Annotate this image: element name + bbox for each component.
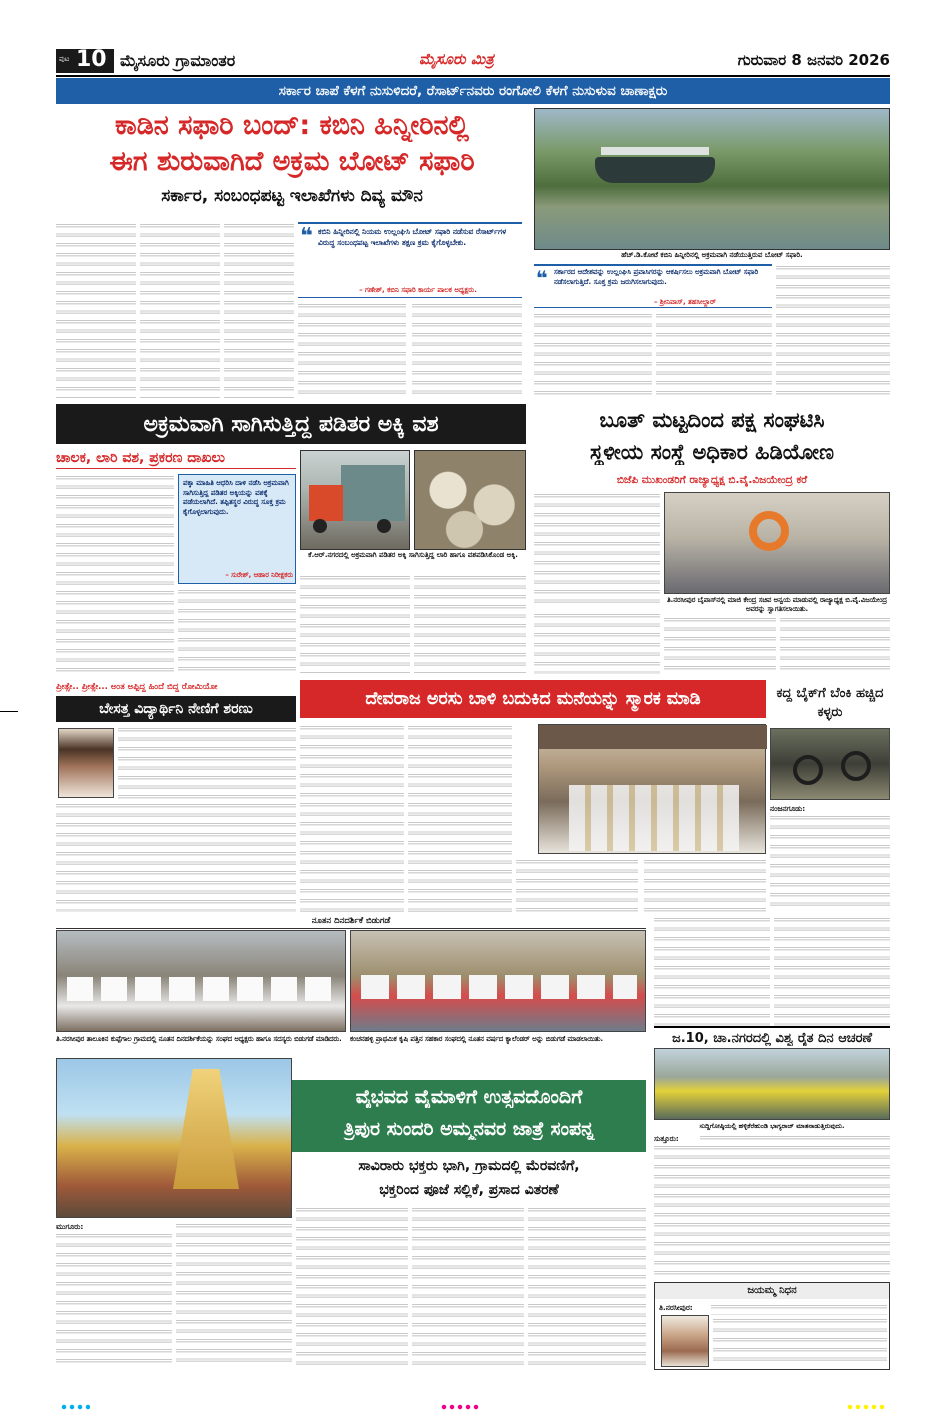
lead-photo-caption: ಹೆಚ್.ಡಿ.ಕೋಟೆ ಕಬಿನಿ ಹಿನ್ನೀರಿನಲ್ಲಿ ಅಕ್ರಮವಾಗಿ ನಡೆಯುತ್ತಿರುವ ಬೋಟ್ ಸಫಾರಿ. — [621, 251, 803, 259]
section-title: ಮೈಸೂರು ಗ್ರಾಮಾಂತರ — [120, 51, 236, 70]
bike-body — [770, 814, 890, 912]
urs-house-photo — [538, 724, 766, 854]
lead-quote-2-attribution: – ಶ್ರೀನಿವಾಸ್, ತಹಸೀಲ್ದಾರ್ — [654, 298, 716, 306]
rice-body-col-4 — [414, 574, 526, 674]
bike-dateline: ನಂಜನಗೂಡು: — [770, 804, 806, 813]
lead-body-col-1 — [56, 222, 136, 398]
bike-headline: ಕದ್ದ ಬೈಕ್‌ಗೆ ಬೆಂಕಿ ಹಚ್ಚಿದ ಕಳ್ಳರು — [776, 686, 884, 720]
bjp-photo-caption: ತಿ.ನರಸೀಪುರ ಬೈಪಾಸ್‌ನಲ್ಲಿ ಮಾಜಿ ಕೇಂದ್ರ ಸಚಿವ ಅನ್ವಯ ಮಾಡುವಲ್ಲಿ ರಾಜ್ಯಾಧ್ಯಕ್ಷ ಬಿ.ವೈ.ವಿಜಯೇಂದ್ರ ಅವರನ್ನು ಸ್ವಾಗತಿಸಲಾಯಿತು. — [667, 596, 887, 613]
bjp-body-col-2 — [534, 612, 660, 674]
rice-headline: ಅಕ್ರಮವಾಗಿ ಸಾಗಿಸುತ್ತಿದ್ದ ಪಡಿತರ ಅಕ್ಕಿ ವಶ — [143, 411, 439, 437]
lead-body-col-3 — [224, 222, 294, 398]
issue-date: ಗುರುವಾರ 8 ಜನವರಿ 2026 — [737, 51, 890, 69]
registration-marks-right — [846, 1404, 886, 1410]
lead-quote-1-attribution: – ಗಣೇಶ್, ಕಬಿನಿ ಸಫಾರಿ ಕಾರ್ಯ ಪಾಲಕ ಅಧ್ಯಕ್ಷರು. — [359, 286, 477, 294]
lead-headline-1: ಕಾಡಿನ ಸಫಾರಿ ಬಂದ್: ಕಬಿನಿ ಹಿನ್ನೀರಿನಲ್ಲಿ — [115, 110, 469, 141]
student-headline-box — [56, 696, 296, 722]
wheel-shape — [793, 755, 823, 785]
people-group — [569, 785, 739, 851]
bike-photo — [770, 728, 890, 800]
student-body — [56, 802, 296, 912]
lorry-wheel — [313, 519, 327, 533]
rice-info-box — [178, 474, 296, 584]
farmers-headline: ಜ.10, ಚಾ.ನಗರದಲ್ಲಿ ವಿಶ್ವ ರೈತ ದಿನ ಆಚರಣೆ — [654, 1026, 890, 1046]
obituary-body — [713, 1317, 887, 1367]
rice-headline-box — [56, 404, 526, 444]
bjp-headline-1: ಬೂತ್ ಮಟ್ಟದಿಂದ ಪಕ್ಷ ಸಂಘಟಿಸಿ — [599, 408, 825, 432]
festival-body-col-3 — [296, 1206, 408, 1368]
garland-shape — [749, 511, 789, 551]
village-body-col-1 — [654, 916, 770, 1026]
calendar-sheets — [67, 977, 337, 1001]
bjp-body-col-1 — [534, 492, 660, 608]
calendar-title: ನೂತನ ದಿನದರ್ಶಿಕೆ ಬಿಡುಗಡೆ — [56, 916, 646, 929]
bjp-subhead: ಬಿಜೆಪಿ ಮುಖಂಡರಿಗೆ ರಾಜ್ಯಾಧ್ಯಕ್ಷ ಬಿ.ವೈ.ವಿಜಯೇಂದ್ರ ಕರೆ — [616, 474, 808, 486]
obituary-body-top — [711, 1303, 887, 1315]
lead-headline-2: ಈಗ ಶುರುವಾಗಿದೆ ಅಕ್ರಮ ಬೋಟ್ ಸಫಾರಿ — [109, 146, 475, 177]
festival-headline-box — [292, 1080, 646, 1152]
farmers-dateline: ಸುತ್ತೂರು: — [654, 1134, 679, 1143]
obituary-photo — [661, 1315, 709, 1367]
page-number-box — [56, 49, 114, 73]
bjp-body-col-4 — [780, 616, 890, 674]
rice-body-col-2 — [178, 588, 296, 674]
festival-body-col-4 — [412, 1206, 524, 1368]
student-body-intro — [118, 726, 296, 800]
festival-body-col-2 — [176, 1222, 292, 1368]
romeo-strap: ಪ್ರೀತ್ಸೇ.. ಪ್ರೀತ್ಸೇ... ಅಂತ ಅಪ್ಪಿದ್ದ ಹಿಂದೆ ಬಿದ್ದ ರೋಮಿಯೋ — [56, 682, 218, 692]
obituary-dateline: ತಿ.ನರಸೀಪುರ: — [659, 1303, 693, 1312]
bjp-photo — [664, 492, 890, 594]
lead-body-col-2 — [140, 222, 220, 398]
lead-quote-1-text: ಕಬಿನಿ ಹಿನ್ನೀರಿನಲ್ಲಿ ನಿಯಮ ಉಲ್ಲಂಘಿಸಿ ಬೋಟ್ ಸಫಾರಿ ನಡೆಸುವ ರೆಸಾರ್ಟ್‌ಗಳ ವಿರುದ್ಧ ಸಂಬಂಧಪಟ್ಟ ಇಲಾಖೆಗಳು ತಕ್ಷಣ ಕ್ರಮ ಕೈಗೊಳ್ಳಬೇಕು. — [318, 227, 507, 247]
obituary-box — [654, 1282, 890, 1370]
rice-info-attribution: – ಸುರೇಶ್, ಆಹಾರ ನಿರೀಕ್ಷಕರು — [225, 571, 293, 579]
registration-marks-center — [440, 1404, 480, 1410]
urs-body-col-1 — [300, 724, 404, 912]
bjp-body-col-3 — [664, 616, 776, 674]
festival-subhead-2: ಭಕ್ತರಿಂದ ಪೂಜೆ ಸಲ್ಲಿಕೆ, ಪ್ರಸಾದ ವಿತರಣೆ — [379, 1182, 559, 1198]
obituary-title: ಜಯಮ್ಮ ನಿಧನ — [655, 1283, 889, 1299]
rice-body-col-3 — [300, 574, 410, 674]
festival-subhead-1: ಸಾವಿರಾರು ಭಕ್ತರು ಭಾಗಿ, ಗ್ರಾಮದಲ್ಲಿ ಮೆರವಣಿಗೆ, — [358, 1158, 580, 1174]
urs-headline: ದೇವರಾಜ ಅರಸು ಬಾಳಿ ಬದುಕಿದ ಮನೆಯನ್ನು ಸ್ಮಾರಕ ಮಾಡಿ — [365, 689, 701, 709]
lead-photo — [534, 108, 890, 250]
festival-headline-1: ವೈಭವದ ವೈಮಾಳಿಗೆ ಉತ್ಸವದೊಂದಿಗೆ — [355, 1086, 583, 1108]
rice-info-text: ಪಕ್ಕಾ ಮಾಹಿತಿ ಆಧರಿಸಿ ದಾಳಿ ನಡೆಸಿ ಅಕ್ರಮವಾಗಿ ಸಾಗಿಸುತ್ತಿದ್ದ ಪಡಿತರ ಅಕ್ಕಿಯನ್ನು ವಶಕ್ಕೆ ಪಡೆಯಲಾಗಿದೆ. ತಪ್ಪಿತಸ್ಥರ ವಿರುದ್ಧ ಸೂಕ್ತ ಕ್ರಮ ಕೈಗೊಳ್ಳಲಾಗುವುದು. — [183, 479, 289, 516]
registration-marks-left — [60, 1404, 90, 1410]
farmers-photo-caption: ಸುದ್ದಿಗೋಷ್ಠಿಯಲ್ಲಿ ಹಳ್ಳಿಕೆರೆಹುಂಡಿ ಭಾಗ್ಯರಾಜ್ ಮಾತನಾಡುತ್ತಿರುವುದು. — [699, 1122, 845, 1130]
rice-body-col-1 — [56, 474, 174, 674]
top-banner — [56, 78, 890, 104]
festival-headline-2: ತ್ರಿಪುರ ಸುಂದರಿ ಅಮ್ಮನವರ ಜಾತ್ರೆ ಸಂಪನ್ನ — [343, 1118, 595, 1140]
rice-photo-sacks — [414, 450, 526, 550]
boat-shape — [595, 157, 715, 183]
farmers-photo — [654, 1048, 890, 1120]
paper-logo: ಮೈಸೂರು ಮಿತ್ರ — [419, 50, 494, 68]
bjp-headline-2: ಸ್ಥಳೀಯ ಸಂಸ್ಥೆ ಅಧಿಕಾರ ಹಿಡಿಯೋಣ — [590, 440, 834, 464]
calendar-sheets — [361, 975, 637, 999]
lorry-cab — [309, 485, 343, 521]
festival-dateline: ಮುಗೂರು: — [56, 1222, 84, 1231]
calendar-caption-right: ಕಂಚನಹಳ್ಳಿ ಪ್ರಾಥಮಿಕ ಕೃಷಿ ಪತ್ತಿನ ಸಹಕಾರ ಸಂಘದಲ್ಲಿ ನೂತನ ವರ್ಷದ ಕ್ಯಾಲೆಂಡರ್ ಅನ್ನು ಬಿಡುಗಡೆ ಮಾಡಲಾಯಿತು. — [350, 1035, 604, 1043]
masthead-rule — [56, 75, 890, 77]
boat-canopy — [601, 147, 709, 155]
farmers-body — [700, 1134, 890, 1144]
wheel-shape — [841, 751, 871, 781]
urs-body-col-3 — [516, 858, 638, 912]
house-roof — [539, 725, 767, 749]
page-number: 10 — [76, 47, 107, 72]
student-headline: ಬೇಸತ್ತ ವಿದ್ಯಾರ್ಥಿನಿ ನೇಣಿಗೆ ಶರಣು — [99, 701, 253, 717]
farmers-body-2 — [654, 1144, 890, 1280]
lead-body-col-7 — [656, 312, 772, 398]
festival-body-col-5 — [528, 1206, 646, 1368]
page-label: ಪುಟ — [59, 55, 70, 63]
lead-subhead: ಸರ್ಕಾರ, ಸಂಬಂಧಪಟ್ಟ ಇಲಾಖೆಗಳು ದಿವ್ಯ ಮೌನ — [161, 186, 423, 206]
lorry-wheel — [377, 519, 391, 533]
margin-tick — [0, 711, 18, 712]
temple-photo — [56, 1058, 292, 1218]
student-photo — [58, 728, 114, 798]
lead-body-col-8 — [776, 264, 890, 398]
lead-quote-2-box — [534, 264, 772, 308]
calendar-caption-left: ತಿ.ನರಸೀಪುರ ತಾಲೂಕಿನ ಕುಪ್ಪೆಗಾಲ ಗ್ರಾಮದಲ್ಲಿ ನೂತನ ದಿನದರ್ಶಿಕೆಯನ್ನು ಸಂಘದ ಅಧ್ಯಕ್ಷರು ಹಾಗೂ ಸದಸ್ಯರು ಬಿಡುಗಡೆ ಮಾಡಿದರು. — [56, 1035, 342, 1043]
festival-body-col-1 — [56, 1232, 172, 1368]
lead-quote-1-box — [298, 222, 522, 298]
calendar-photo-right — [350, 930, 646, 1032]
quote-mark-icon: ❝ — [536, 266, 548, 290]
temple-tower — [173, 1069, 239, 1189]
lead-body-col-6 — [534, 312, 652, 398]
lorry-cargo — [341, 465, 405, 521]
lead-body-col-4 — [298, 302, 406, 398]
urs-body-col-2 — [408, 724, 512, 912]
urs-headline-box — [300, 680, 766, 718]
masthead — [56, 49, 890, 73]
rice-photo-lorry — [300, 450, 410, 550]
rice-subhead: ಚಾಲಕ, ಲಾರಿ ವಶ, ಪ್ರಕರಣ ದಾಖಲು — [56, 450, 296, 469]
urs-body-col-4 — [644, 858, 766, 912]
rice-photo-caption: ಕೆ.ಆರ್.ನಗರದಲ್ಲಿ ಅಕ್ರಮವಾಗಿ ಪಡಿತರ ಅಕ್ಕಿ ಸಾಗಿಸುತ್ತಿದ್ದ ಲಾರಿ ಹಾಗೂ ವಶಪಡಿಸಿಕೊಂಡ ಅಕ್ಕಿ. — [308, 551, 518, 559]
lead-body-col-5 — [412, 302, 522, 398]
quote-mark-icon: ❝ — [300, 224, 313, 249]
banner-text: ಸರ್ಕಾರ ಚಾಪೆ ಕೆಳಗೆ ನುಸುಳಿದರೆ, ರೆಸಾರ್ಟ್‌ನವರು ರಂಗೋಲಿ ಕೆಳಗೆ ನುಸುಳುವ ಚಾಣಾಕ್ಷರು — [278, 83, 668, 99]
lead-quote-2-text: ಸರ್ಕಾರದ ಆದೇಶವನ್ನು ಉಲ್ಲಂಘಿಸಿ ಪ್ರವಾಸಿಗರನ್ನು ಆಕರ್ಷಿಸಲು ಅಕ್ರಮವಾಗಿ ಬೋಟ್ ಸಫಾರಿ ನಡೆಸಲಾಗುತ್ತಿದೆ. ಸೂಕ್ತ ಕ್ರಮ ಜರುಗಿಸಲಾಗುವುದು. — [554, 268, 759, 286]
calendar-photo-left — [56, 930, 346, 1032]
village-body-col-2 — [774, 916, 890, 1026]
